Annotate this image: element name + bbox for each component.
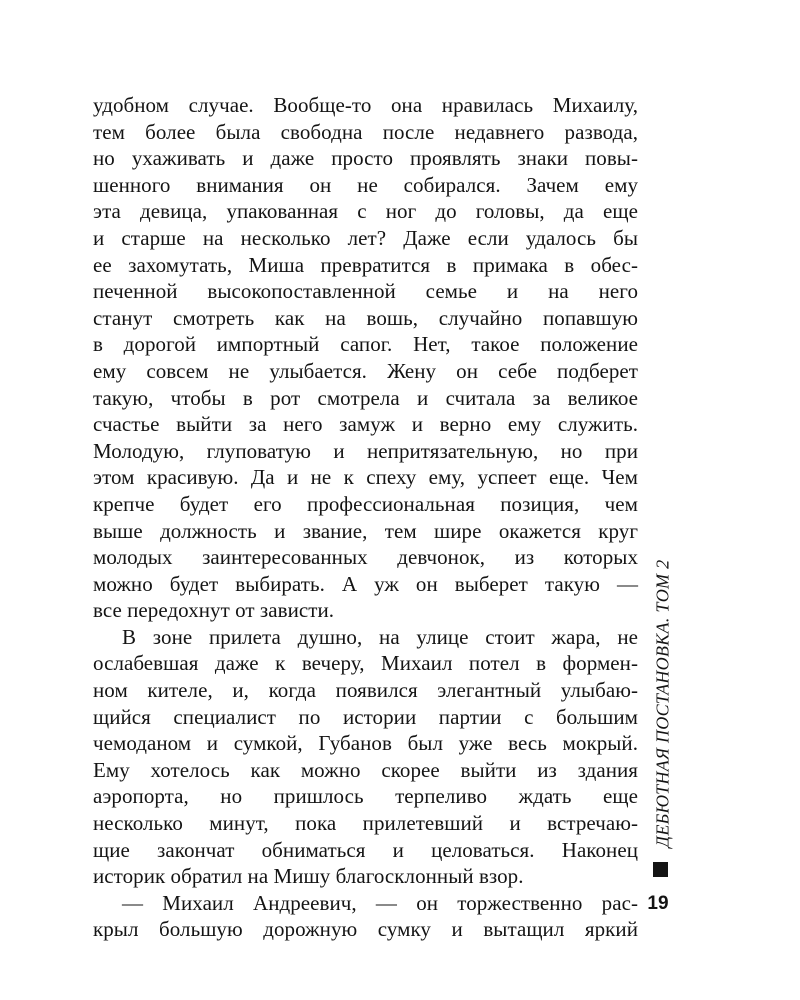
text-line: несколько минут, пока прилетевший и встречаю- [93, 811, 638, 836]
page-number: 19 [647, 893, 669, 914]
text-line: крыл большую дорожную сумку и вытащил яркий [93, 917, 638, 942]
body-text [93, 92, 638, 943]
text-line: станут смотреть как на вошь, случайно попавшую [93, 305, 638, 330]
text-line: выше должность и звание, тем шире окажется круг [93, 518, 638, 543]
text-line: В зоне прилета душно, на улице стоит жара, не [122, 624, 638, 649]
text-line: молодых заинтересованных девчонок, из которых [93, 545, 638, 570]
text-line: чемоданом и сумкой, Губанов был уже весь мокрый. [93, 731, 638, 756]
text-line: крепче будет его профессиональная позиция, чем [93, 491, 638, 516]
section-marker-square [653, 862, 668, 877]
text-line: ему совсем не улыбается. Жену он себе подберет [93, 358, 638, 383]
text-line: ослабевшая даже к вечеру, Михаил потел в формен- [93, 651, 638, 676]
text-line: аэропорта, но пришлось терпеливо ждать еще [93, 784, 638, 809]
text-line: щие закончат обниматься и целоваться. Наконец [93, 837, 638, 862]
text-line: этом красивую. Да и не к спеху ему, успеет еще. Чем [93, 465, 638, 490]
text-line: ее захомутать, Миша превратится в примака в обес- [93, 252, 638, 277]
text-line: историк обратил на Мишу благосклонный взор. [93, 864, 524, 889]
text-line: и старше на несколько лет? Даже если удалось бы [93, 225, 638, 250]
text-line: счастье выйти за него замуж и верно ему служить. [93, 412, 638, 437]
text-line: щийся специалист по истории партии с большим [93, 704, 638, 729]
running-head-title: ДЕБЮТНАЯ ПОСТАНОВКА. ТОМ 2 [652, 559, 673, 847]
text-line: удобном случае. Вообще-то она нравилась Михаилу, [93, 93, 638, 117]
text-line: ном кителе, и, когда появился элегантный улыбаю- [93, 678, 638, 703]
text-line: в дорогой импортный сапог. Нет, такое положение [93, 332, 638, 357]
text-line: Молодую, глуповатую и непритязательную, но при [93, 438, 638, 463]
text-line: эта девица, упакованная с ног до головы, да еще [93, 199, 638, 224]
text-line: печенной высокопоставленной семье и на него [93, 279, 638, 304]
running-head [648, 548, 678, 858]
text-line: — Михаил Андреевич, — он торжественно рас- [122, 890, 638, 915]
text-line: тем более была свободна после недавнего развода, [93, 119, 638, 144]
text-line: но ухаживать и даже просто проявлять знаки повы- [93, 146, 638, 171]
text-line: такую, чтобы в рот смотрела и считала за великое [93, 385, 638, 410]
text-line: можно будет выбирать. А уж он выберет такую — [93, 571, 638, 596]
text-line: шенного внимания он не собирался. Зачем ему [93, 172, 638, 197]
text-line: все передохнут от зависти. [93, 598, 335, 623]
text-line: Ему хотелось как можно скорее выйти из здания [93, 757, 638, 782]
